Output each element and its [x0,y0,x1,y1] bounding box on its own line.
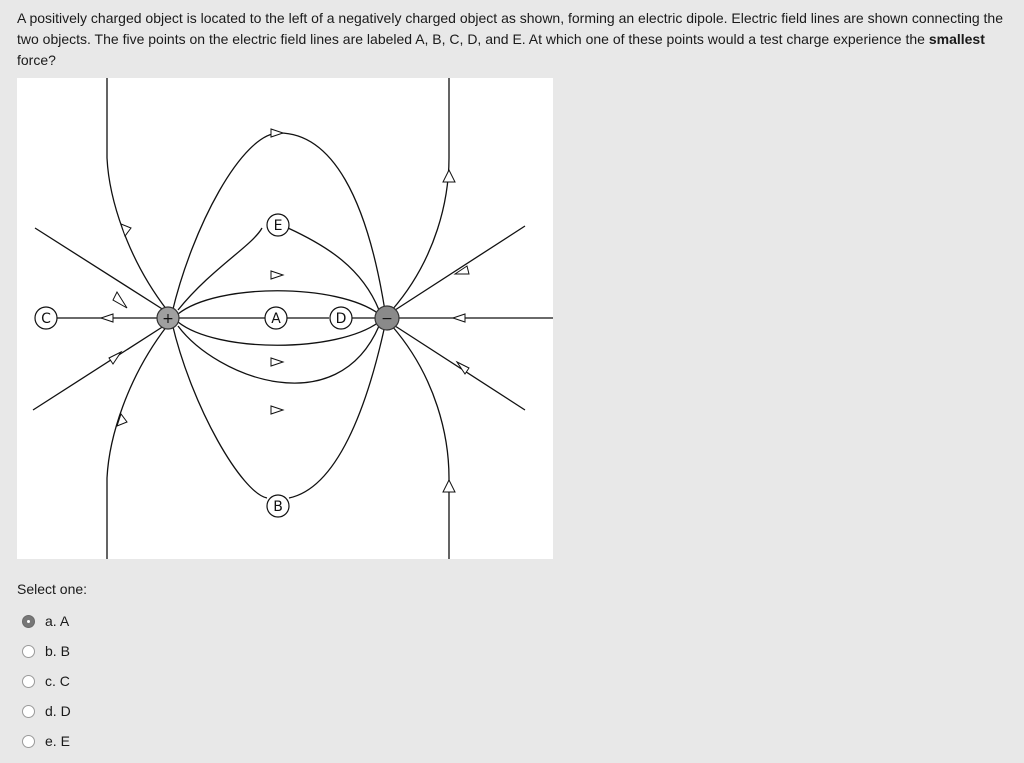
question-text-part2: force? [17,52,56,68]
negative-charge-label: − [381,311,393,327]
option-e-text[interactable] [45,733,70,749]
option-c-label: C [59,673,70,689]
option-c[interactable] [22,666,71,696]
positive-charge-label: + [162,311,174,327]
point-e-label: E [273,218,283,234]
option-a-text[interactable] [45,613,69,629]
point-a-label: A [271,311,281,327]
point-D [330,307,352,329]
option-a-prefix: a. [45,613,57,629]
option-d-label: D [60,703,71,719]
question-text [17,8,1017,71]
radio-button-b[interactable] [22,645,35,658]
option-a[interactable] [22,606,71,636]
radio-button-a[interactable] [22,615,35,628]
point-E [267,214,289,236]
point-b-label: B [273,499,283,515]
option-e-prefix: e. [45,733,57,749]
option-d[interactable] [22,696,71,726]
option-d-prefix: d. [45,703,57,719]
option-b-text[interactable] [45,643,70,659]
arrowheads [101,129,469,492]
radio-button-e[interactable] [22,735,35,748]
radio-button-c[interactable] [22,675,35,688]
point-d-label: D [335,311,347,327]
option-c-prefix: c. [45,673,56,689]
point-c-label: C [41,311,51,327]
field-lines-diagram [17,78,553,559]
option-b-label: B [60,643,70,659]
option-d-text[interactable] [45,703,71,719]
option-a-label: A [59,613,70,629]
option-e[interactable] [22,726,71,756]
option-b-prefix: b. [45,643,57,659]
point-A [265,307,287,329]
option-c-text[interactable] [45,673,70,689]
question-text-part1: A positively charged object is located to the left of a negatively charged object as shown, forming an electric dipole. Electric field lines are shown connecting the two objects. The five points on the electric field lines are labeled A, B, C, D, and E. At which one of these points would a test charge experience the [17,10,1004,47]
point-B [267,495,289,517]
question-bold-word: smallest [928,31,985,47]
point-C [35,307,57,329]
answer-options [22,606,71,756]
radio-button-d[interactable] [22,705,35,718]
option-b[interactable] [22,636,71,666]
dipole-figure [17,78,553,559]
option-e-label: E [60,733,70,749]
select-one-label: Select one: [17,581,88,597]
